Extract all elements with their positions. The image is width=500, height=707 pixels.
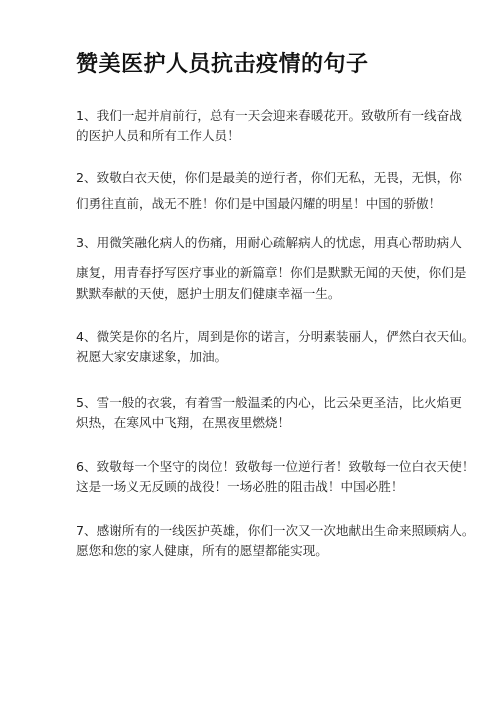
paragraph-5-line-1: 5、雪一般的衣裳，有着雪一般温柔的内心，比云朵更圣洁，比火焰更	[76, 395, 462, 410]
paragraph-2-line-2: 们勇往直前，战无不胜！你们是中国最闪耀的明星！中国的骄傲！	[76, 196, 442, 211]
paragraph-1-line-1: 1、我们一起并肩前行，总有一天会迎来春暖花开。致敬所有一线奋战	[76, 108, 462, 123]
paragraph-6-line-2: 这是一场义无反顾的战役！一场必胜的阻击战！中国必胜！	[76, 479, 404, 494]
paragraph-3-line-3: 默默奉献的天使，愿护士朋友们健康幸福一生。	[76, 286, 341, 301]
paragraph-3-line-1: 3、用微笑融化病人的伤痛，用耐心疏解病人的忧虑，用真心帮助病人	[76, 235, 462, 250]
paragraph-3-line-2: 康复，用青春抒写医疗事业的新篇章！你们是默默无闻的天使，你们是	[76, 265, 467, 280]
paragraph-2-line-1: 2、致敬白衣天使，你们是最美的逆行者，你们无私，无畏，无惧，你	[76, 170, 462, 185]
paragraph-6-line-1: 6、致敬每一个坚守的岗位！致敬每一位逆行者！致敬每一位白衣天使！	[76, 459, 475, 474]
paragraph-4-line-2: 祝愿大家安康逑象，加油。	[76, 349, 228, 364]
paragraph-7-line-1: 7、感谢所有的一线医护英雄，你们一次又一次地献出生命来照顾病人。	[76, 523, 475, 538]
document-title: 赞美医护人员抗击疫情的句子	[76, 52, 369, 77]
paragraph-4-line-1: 4、微笑是你的名片，周到是你的诺言，分明素装丽人，俨然白衣天仙。	[76, 329, 475, 344]
paragraph-5-line-2: 炽热，在寒风中飞翔，在黑夜里燃烧！	[76, 415, 291, 430]
paragraph-7-line-2: 愿您和您的家人健康，所有的愿望都能实现。	[76, 543, 328, 558]
paragraph-1-line-2: 的医护人员和所有工作人员！	[76, 128, 240, 143]
